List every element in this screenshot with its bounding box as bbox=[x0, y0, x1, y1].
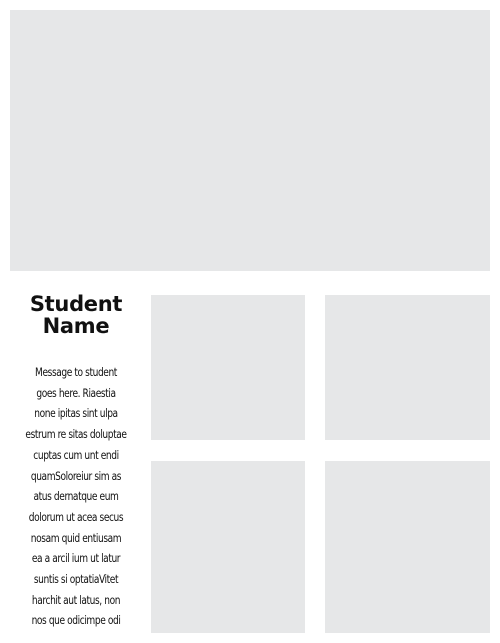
message-line: ea a arcil ium ut latur bbox=[31, 552, 121, 566]
message-line: Message to student bbox=[35, 366, 117, 379]
message-line: goes here. Riaestia bbox=[36, 386, 116, 400]
message-line: none ipitas sint ulpa bbox=[34, 407, 118, 421]
student-name-line: Name bbox=[42, 314, 110, 338]
photo-placeholder-bottom-left bbox=[151, 461, 305, 633]
message-line: nos que odicimpe odi bbox=[31, 614, 121, 628]
photo-placeholder-top-right bbox=[325, 295, 490, 440]
student-message bbox=[6, 363, 146, 632]
message-line: nosam quid entiusam bbox=[30, 531, 122, 545]
message-line: dolorum ut acea secus bbox=[28, 510, 124, 524]
student-text-column bbox=[6, 290, 146, 632]
message-line: atus dernatque eum bbox=[33, 490, 119, 504]
message-line: cuptas cum unt endi bbox=[33, 448, 119, 462]
photo-placeholder-bottom-right bbox=[325, 461, 490, 633]
message-line: quamSoloreiur sim as bbox=[30, 469, 122, 483]
student-name-line: Student bbox=[29, 292, 123, 316]
photo-placeholder-top-left bbox=[151, 295, 305, 440]
message-line: estrum re sitas doluptae bbox=[25, 428, 127, 442]
message-line: harchit aut latus, non bbox=[31, 593, 121, 607]
hero-photo-placeholder bbox=[10, 10, 490, 271]
message-line: suntis si optatiaVitet bbox=[33, 573, 119, 587]
student-name-heading bbox=[6, 290, 146, 337]
